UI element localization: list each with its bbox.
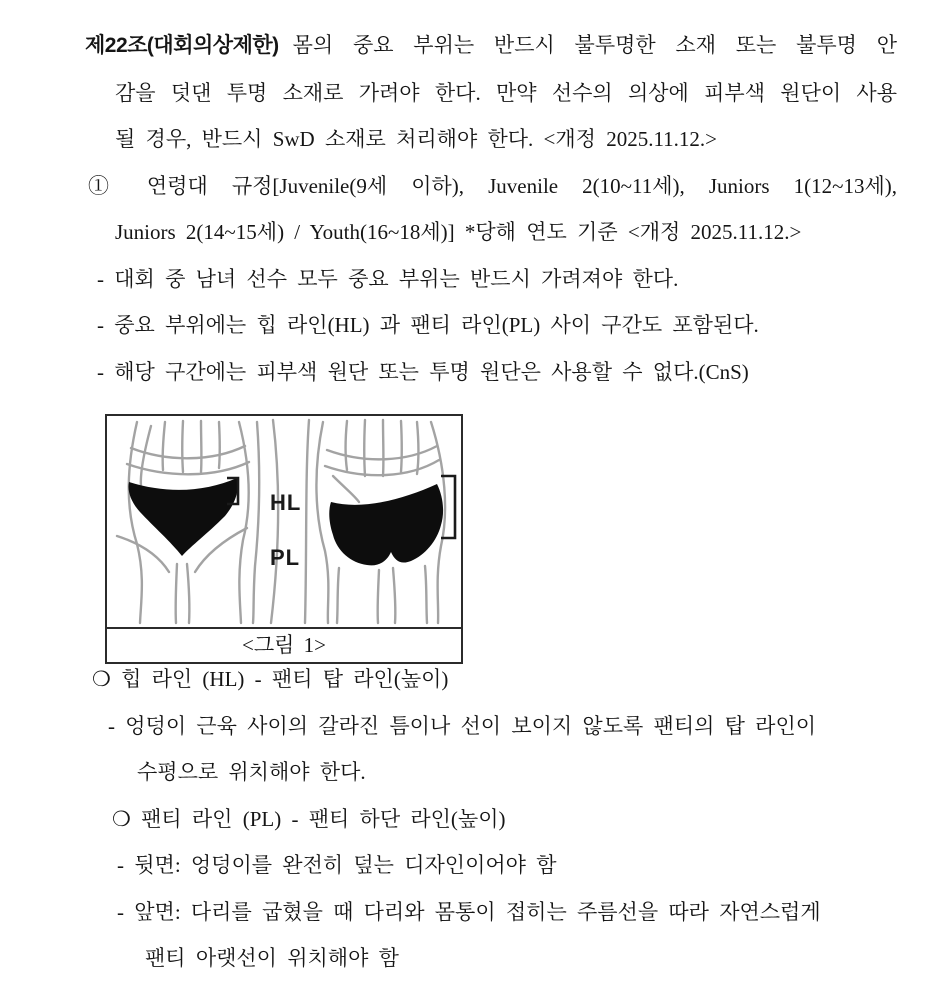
panty-front-note-2: 팬티 아랫선이 위치해야 함 <box>145 946 399 970</box>
panty-back-note: - 뒷면: 엉덩이를 완전히 덮는 디자인이어야 함 <box>117 853 557 877</box>
figure-box <box>105 414 463 664</box>
clause-line-1 <box>85 22 897 70</box>
panty-line-heading: ❍ 팬티 라인 (PL) - 팬티 하단 라인(높이) <box>112 806 506 831</box>
figure-image <box>107 416 461 627</box>
back-brief-shape <box>329 484 443 565</box>
hip-line-note-1: - 엉덩이 근육 사이의 갈라진 틈이나 선이 보이지 않도록 팬티의 탑 라인이 <box>108 713 817 738</box>
dash-item-hl-pl-zone: - 중요 부위에는 힙 라인(HL) 과 팬티 라인(PL) 사이 구간도 포함된다. <box>97 313 759 337</box>
hl-label: HL <box>270 490 302 515</box>
age-item-line-1: ① 연령대 규정[Juvenile(9세 이하), Juvenile 2(10~11세), Juniors 1(12~13세), <box>88 173 897 198</box>
clause-heading: 제22조(대회의상제한) <box>85 34 279 57</box>
panty-front-note-1: - 앞면: 다리를 굽혔을 때 다리와 몸통이 접히는 주름선을 따라 자연스럽게 <box>117 899 821 924</box>
dash-item-covered: - 대회 중 남녀 선수 모두 중요 부위는 반드시 가려져야 한다. <box>97 266 679 291</box>
figure-drawing <box>107 416 461 627</box>
age-item-line-2: Juniors 2(14~15세) / Youth(16~18세)] *당해 연도 기준 <개정 2025.11.12.> <box>115 220 802 244</box>
figure-caption: <그림 1> <box>107 627 461 662</box>
hip-line-heading: ❍ 힙 라인 (HL) - 팬티 탑 라인(높이) <box>92 667 449 691</box>
front-view-sketch <box>117 420 278 623</box>
hip-line-note-2: 수평으로 위치해야 한다. <box>137 760 366 784</box>
pl-label: PL <box>270 545 301 570</box>
dash-item-no-skin-fabric: - 해당 구간에는 피부색 원단 또는 투명 원단은 사용할 수 없다.(CnS) <box>97 359 749 384</box>
clause-line-1-text: 몸의 중요 부위는 반드시 불투명한 소재 또는 불투명 안 <box>292 33 897 57</box>
back-view-sketch <box>305 420 455 623</box>
clause-line-3: 될 경우, 반드시 SwD 소재로 처리해야 한다. <개정 2025.11.12.> <box>115 127 718 151</box>
clause-line-2: 감을 덧댄 투명 소재로 가려야 한다. 만약 선수의 의상에 피부색 원단이 사용 <box>115 80 897 105</box>
